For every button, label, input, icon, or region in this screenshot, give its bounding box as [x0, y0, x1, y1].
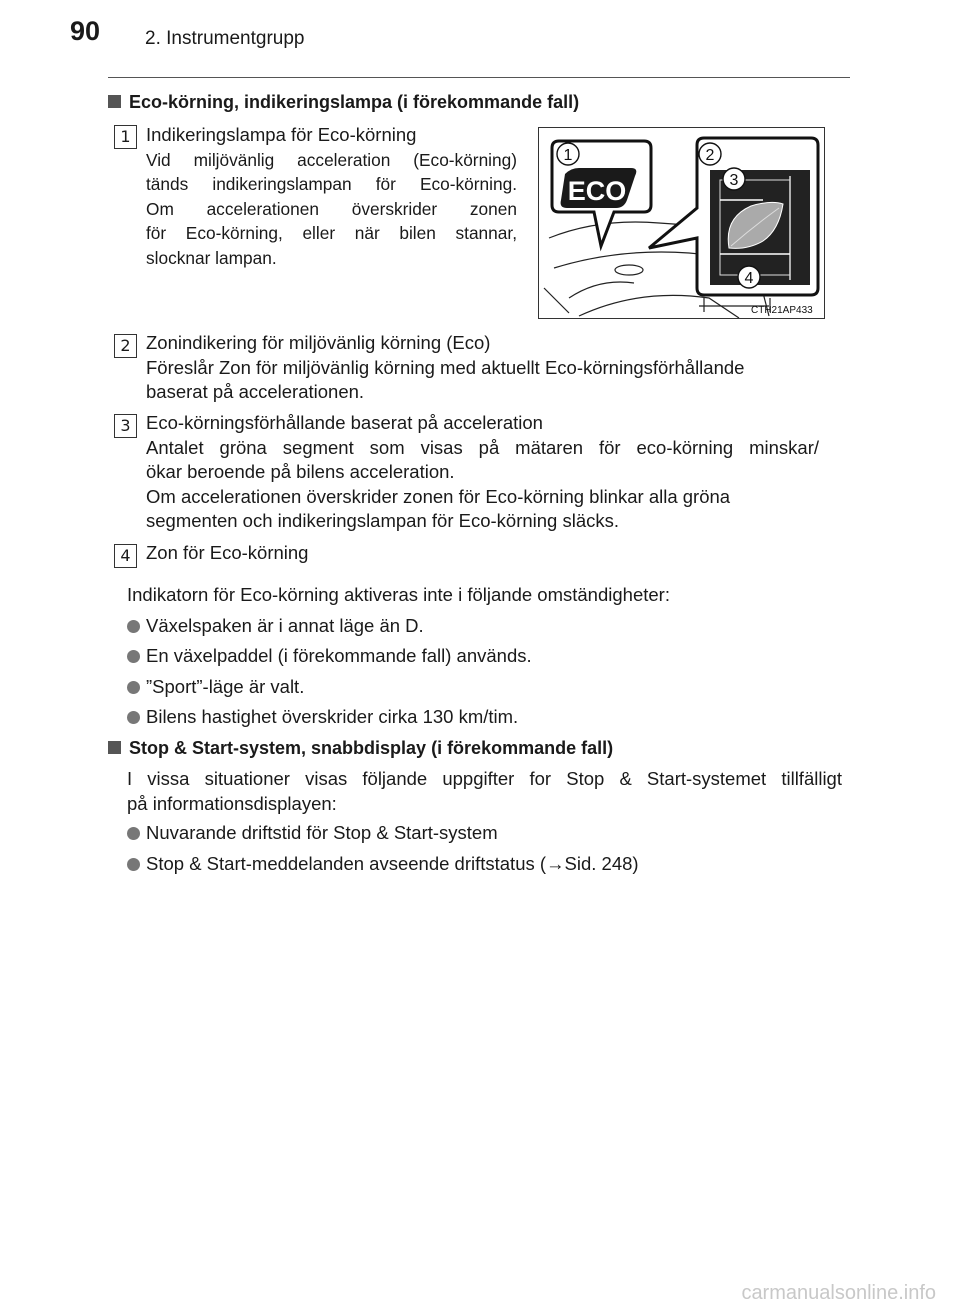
- eco-bullet: [127, 614, 424, 638]
- item-4-title: Zon för Eco-körning: [146, 542, 309, 563]
- item-2: [146, 331, 836, 405]
- eco-intro: Indikatorn för Eco-körning aktiveras inte i följande omständigheter:: [127, 584, 670, 605]
- bullet-dot-icon: [127, 681, 140, 694]
- item-3: [146, 411, 819, 534]
- item-2-title: Zonindikering för miljövänlig körning (Eco): [146, 332, 491, 353]
- watermark[interactable]: carmanualsonline.info: [741, 1282, 936, 1304]
- item-3-title: Eco-körningsförhållande baserat på acceleration: [146, 412, 543, 433]
- item-2-line: baserat på accelerationen.: [146, 381, 365, 402]
- stopstart-bullet: [127, 821, 498, 845]
- page-number: 90: [70, 16, 101, 46]
- item-2-line: Föreslår Zon för miljövänlig körning med aktuellt Eco-körningsförhållande: [146, 356, 745, 378]
- item-1-line: Om accelerationen överskrider zonen: [146, 198, 517, 219]
- item-3-line: Antalet gröna segment som visas på mätaren för eco-körning minskar/: [146, 436, 819, 458]
- item-1-line: Vid miljövänlig acceleration (Eco-körning): [146, 149, 517, 170]
- section-heading-eco: [108, 92, 579, 113]
- eco-bullet: [127, 644, 532, 668]
- eco-bullet: [127, 675, 304, 699]
- item-1-title: Indikeringslampa för Eco-körning: [146, 124, 417, 145]
- section-title-eco: Eco-körning, indikeringslampa (i förekommande fall): [129, 92, 580, 112]
- item-1: [146, 123, 517, 270]
- eco-bullet-text: En växelpaddel (i förekommande fall) används.: [146, 645, 532, 666]
- callout-3: 3: [729, 172, 739, 189]
- eco-bullet-text: ”Sport”-läge är valt.: [146, 676, 305, 697]
- eco-bullet: [127, 705, 518, 729]
- item-number-3: 3: [114, 414, 137, 438]
- header-divider: [108, 77, 850, 78]
- chapter-title: 2. Instrumentgrupp: [145, 28, 305, 49]
- item-number-1: 1: [114, 125, 137, 149]
- stopstart-intro: [127, 767, 842, 816]
- eco-illustration: [539, 128, 824, 318]
- item-3-line: Om accelerationen överskrider zonen för Eco-körning blinkar alla gröna: [146, 485, 731, 507]
- stopstart-line: I vissa situationer visas följande uppgifter for Stop & Start-systemet tillfälligt: [127, 768, 842, 789]
- item-3-line: ökar beroende på bilens acceleration.: [146, 461, 455, 482]
- item-1-line: slocknar lampan.: [146, 247, 277, 268]
- callout-4: 4: [744, 270, 754, 287]
- stopstart-line: på informationsdisplayen:: [127, 792, 337, 814]
- stopstart-bullet-text: Stop & Start-meddelanden avseende driftstatus (→Sid. 248): [146, 853, 639, 874]
- figure-code: CTH21AP433: [751, 305, 813, 316]
- item-1-line: tänds indikeringslampan för Eco-körning.: [146, 174, 517, 194]
- item-number-4: 4: [114, 544, 137, 568]
- stopstart-bullet: [127, 852, 639, 876]
- bullet-dot-icon: [127, 827, 140, 840]
- section-title-stopstart: Stop & Start-system, snabbdisplay (i förekommande fall): [129, 738, 614, 758]
- bullet-dot-icon: [127, 858, 140, 871]
- item-3-line: segmenten och indikeringslampan för Eco-körning släcks.: [146, 510, 620, 531]
- stopstart-bullet-text: Nuvarande driftstid för Stop & Start-system: [146, 822, 498, 843]
- item-1-line: för Eco-körning, eller när bilen stannar,: [146, 223, 517, 243]
- callout-2: 2: [705, 147, 715, 164]
- bullet-dot-icon: [127, 650, 140, 663]
- section-heading-stopstart: [108, 738, 613, 759]
- bullet-dot-icon: [127, 620, 140, 633]
- eco-bullet-text: Växelspaken är i annat läge än D.: [146, 615, 424, 636]
- section-square-icon: [108, 741, 121, 754]
- callout-1: 1: [563, 147, 573, 164]
- eco-bullet-text: Bilens hastighet överskrider cirka 130 km/tim.: [146, 706, 519, 727]
- eco-indicator-figure: [538, 127, 825, 319]
- eco-badge-text: ECO: [567, 176, 627, 206]
- bullet-dot-icon: [127, 711, 140, 724]
- item-number-2: 2: [114, 334, 137, 358]
- section-square-icon: [108, 95, 121, 108]
